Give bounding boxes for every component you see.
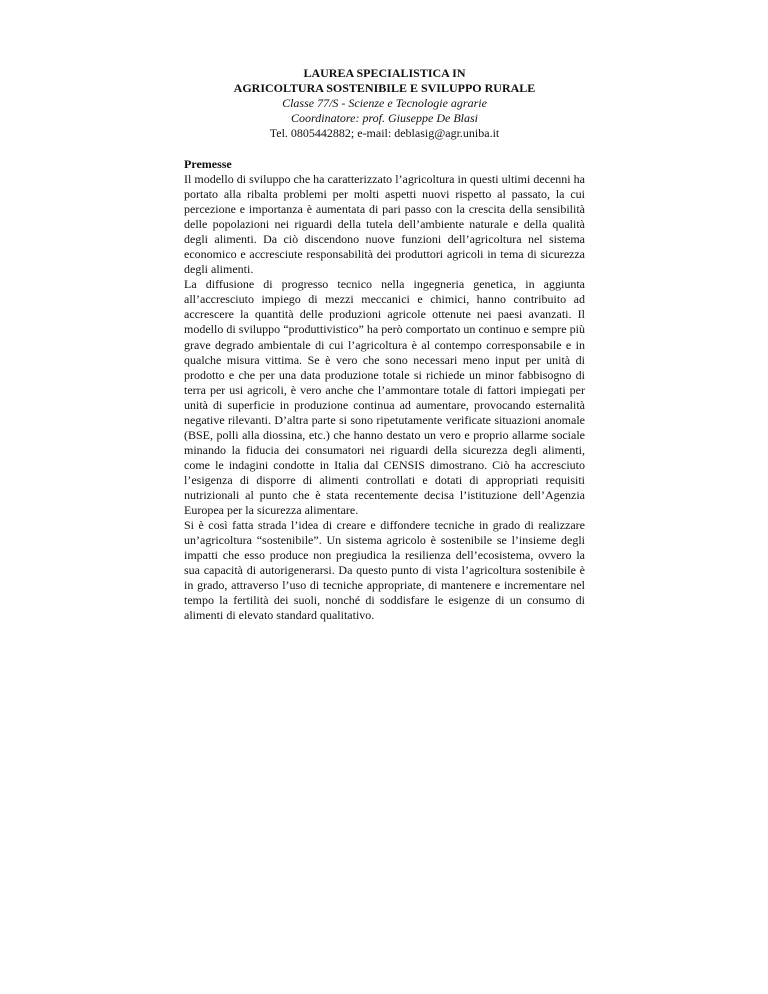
class-line: Classe 77/S - Scienze e Tecnologie agrarie — [282, 96, 487, 110]
document-page — [184, 66, 585, 623]
paragraph-1: Il modello di sviluppo che ha caratterizzato l’agricoltura in questi ultimi decenni ha portato alla ribalta problemi per molti aspetti nuovi rispetto al passato, la cui percezione e importanza è aumentata di pari passo con la crescita della sensibilità delle popolazioni nei riguardi della tutela dell’ambiente naturale e della qualità degli alimenti. Da ciò discendono nuove funzioni dell’agricoltura nel sistema economico e accresciute responsabilità dei produttori agricoli in tema di sicurezza degli alimenti. — [184, 172, 585, 277]
paragraph-2: La diffusione di progresso tecnico nella ingegneria genetica, in aggiunta all’accresciuto impiego di mezzi meccanici e chimici, hanno contribuito ad accrescere la quantità delle produzioni agricole ottenute nei paesi avanzati. Il modello di sviluppo “produttivistico” ha però comportato un continuo e sempre più grave degrado ambientale di cui l’agricoltura è al contempo corresponsabile e in qualche misura vittima. Se è vero che sono necessari meno input per unità di prodotto e che per una data produzione totale si richiede un minor fabbisogno di terra per usi agricoli, è vero anche che l’ammontare totale di fattori impiegati per unità di superficie in produzione continua ad aumentare, provocando esternalità negative rilevanti. D’altra parte si sono ripetutamente verificate situazioni anomale (BSE, polli alla diossina, etc.) che hanno destato un vero e proprio allarme sociale minando la fiducia dei consumatori nei riguardi della sicurezza degli alimenti, come le indagini condotte in Italia dal CENSIS dimostrano. Ciò ha accresciuto l’esigenza di disporre di alimenti controllati e dotati di appropriati requisiti nutrizionali al punto che è stata recentemente decisa l’istituzione dell’Agenzia Europea per la sicurezza alimentare. — [184, 277, 585, 518]
contact-line: Tel. 0805442882; e-mail: deblasig@agr.uniba.it — [269, 126, 500, 140]
section-heading-premesse: Premesse — [184, 157, 232, 171]
degree-title-line-1: LAUREA SPECIALISTICA IN — [303, 66, 466, 80]
paragraph-3: Si è così fatta strada l’idea di creare e diffondere tecniche in grado di realizzare un’agricoltura “sostenibile”. Un sistema agricolo è sostenibile se l’insieme degli impatti che esso produce non pregiudica la resilienza dell’ecosistema, ovvero la sua capacità di autorigenerarsi. Da questo punto di vista l’agricoltura sostenibile è in grado, attraverso l’uso di tecniche appropriate, di mantenere e incrementare nel tempo la fertilità dei suoli, nonché di soddisfare le esigenze di un consumo di alimenti di elevato standard qualitativo. — [184, 518, 585, 623]
coordinator-line: Coordinatore: prof. Giuseppe De Blasi — [291, 111, 478, 125]
degree-title-line-2: AGRICOLTURA SOSTENIBILE E SVILUPPO RURALE — [233, 81, 536, 95]
document-header — [184, 66, 585, 141]
